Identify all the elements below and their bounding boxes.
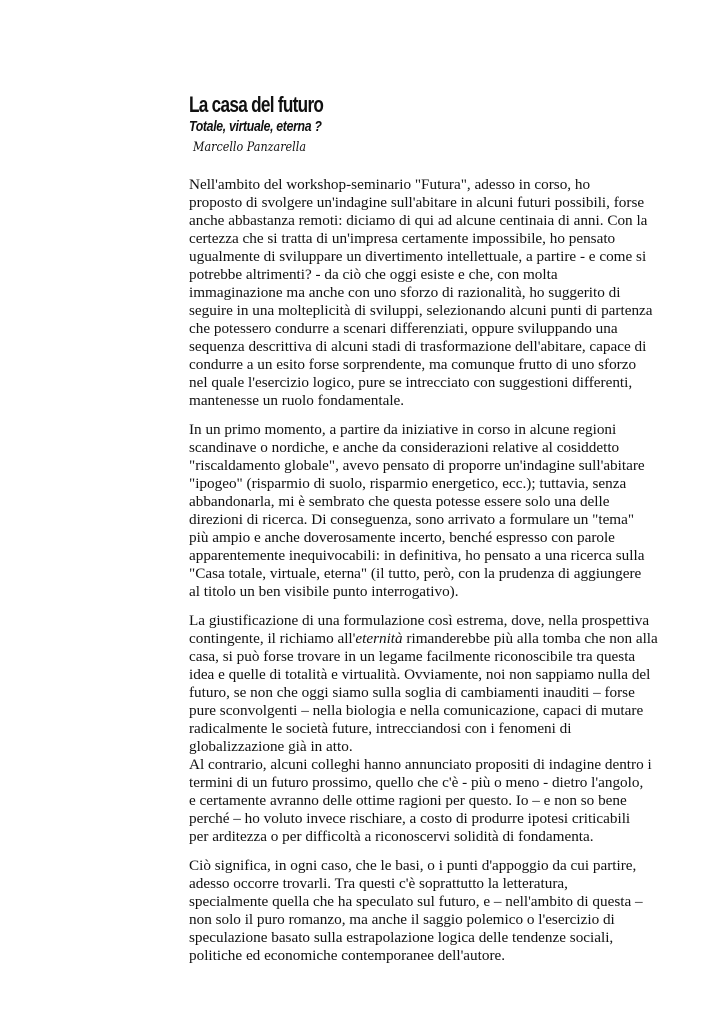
document-subtitle: Totale, virtuale, eterna ?	[189, 118, 322, 135]
paragraph-2	[189, 421, 659, 601]
text-line: mantenesse un ruolo fondamentale.	[189, 392, 405, 409]
text-line: perché – ho voluto invece rischiare, a costo di produrre ipotesi criticabili	[189, 810, 631, 827]
text-line: seguire in una molteplicità di sviluppi, selezionando alcuni punti di partenza	[189, 302, 653, 319]
text-line: termini di un futuro prossimo, quello che c'è - più o meno - dietro l'angolo,	[189, 774, 644, 791]
text-fragment: contingente, il richiamo all'	[189, 630, 356, 647]
text-line: adesso occorre trovarli. Tra questi c'è soprattutto la letteratura,	[189, 875, 568, 892]
text-line: radicalmente le società future, intrecciandosi con i fenomeni di	[189, 720, 572, 737]
text-fragment: rimanderebbe più alla tomba che non alla	[402, 630, 658, 647]
article-body	[189, 176, 659, 965]
text-line: non solo il puro romanzo, ma anche il saggio polemico o l'esercizio di	[189, 911, 615, 928]
text-line: Ciò significa, in ogni caso, che le basi, o i punti d'appoggio da cui partire,	[189, 857, 637, 874]
text-line: La giustificazione di una formulazione così estrema, dove, nella prospettiva	[189, 612, 650, 629]
paragraph-4	[189, 756, 659, 846]
text-line: direzioni di ricerca. Di conseguenza, sono arrivato a formulare un "tema"	[189, 511, 635, 528]
text-line: immaginazione ma anche con uno sforzo di razionalità, ho suggerito di	[189, 284, 621, 301]
text-line: futuro, se non che oggi siamo sulla soglia di cambiamenti inauditi – forse	[189, 684, 635, 701]
text-line: al titolo un ben visibile punto interrogativo).	[189, 583, 459, 600]
text-line: ugualmente di sviluppare un divertimento intellettuale, a partire - e come si	[189, 248, 647, 265]
emphasis-eternita: eternità	[355, 630, 403, 647]
text-line: condurre a un esito forse sorprendente, ma comunque frutto di uno sforzo	[189, 356, 637, 373]
text-line: pure sconvolgenti – nella biologia e nella comunicazione, capaci di mutare	[189, 702, 644, 719]
text-line	[189, 630, 659, 648]
text-line: anche abbastanza remoti: diciamo di qui ad alcune centinaia di anni. Con la	[189, 212, 648, 229]
text-line: idea e quelle di totalità e virtualità. Ovviamente, noi non sappiamo nulla del	[189, 666, 651, 683]
text-line: casa, si può forse trovare in un legame facilmente riconoscibile tra questa	[189, 648, 636, 665]
text-line: In un primo momento, a partire da iniziative in corso in alcune regioni	[189, 421, 617, 438]
text-line: più ampio e anche doverosamente incerto, benché espresso con parole	[189, 529, 615, 546]
text-line: "Casa totale, virtuale, eterna" (il tutto, però, con la prudenza di aggiungere	[189, 565, 642, 582]
text-line: abbandonarla, mi è sembrato che questa potesse essere solo una delle	[189, 493, 610, 510]
text-line: apparentemente inequivocabili: in definitiva, ho pensato a una ricerca sulla	[189, 547, 645, 564]
article	[189, 92, 659, 976]
text-line: specialmente quella che ha speculato sul futuro, e – nell'ambito di questa –	[189, 893, 643, 910]
document-title: La casa del futuro	[189, 92, 324, 117]
text-line: per arditezza o per difficoltà a riconoscervi solidità di fondamenta.	[189, 828, 594, 845]
text-line: nel quale l'esercizio logico, pure se intrecciato con suggestioni differenti,	[189, 374, 633, 391]
text-line: Nell'ambito del workshop-seminario "Futura", adesso in corso, ho	[189, 176, 591, 193]
paragraph-1	[189, 176, 659, 410]
text-line: Al contrario, alcuni colleghi hanno annunciato propositi di indagine dentro i	[189, 756, 652, 773]
text-line: sequenza descrittiva di alcuni stadi di trasformazione dell'abitare, capace di	[189, 338, 647, 355]
text-line: "riscaldamento globale", avevo pensato di proporre un'indagine sull'abitare	[189, 457, 645, 474]
text-line: speculazione basato sulla estrapolazione logica delle tendenze sociali,	[189, 929, 614, 946]
paragraph-5	[189, 857, 659, 965]
text-line: globalizzazione già in atto.	[189, 738, 353, 755]
text-line: certezza che si tratta di un'impresa certamente impossibile, ho pensato	[189, 230, 616, 247]
text-line: e certamente avranno delle ottime ragioni per questo. Io – e non so bene	[189, 792, 627, 809]
text-line: scandinave o nordiche, e anche da considerazioni relative al cosiddetto	[189, 439, 620, 456]
author-name: Marcello Panzarella	[193, 140, 306, 155]
text-line: che potessero condurre a scenari differenziati, oppure sviluppando una	[189, 320, 618, 337]
text-line: potrebbe altrimenti? - da ciò che oggi esiste e che, con molta	[189, 266, 558, 283]
text-line: "ipogeo" (risparmio di suolo, risparmio energetico, ecc.); tuttavia, senza	[189, 475, 627, 492]
paragraph-3	[189, 612, 659, 756]
text-line: proposto di svolgere un'indagine sull'abitare in alcuni futuri possibili, forse	[189, 194, 645, 211]
text-line: politiche ed economiche contemporanee dell'autore.	[189, 947, 506, 964]
